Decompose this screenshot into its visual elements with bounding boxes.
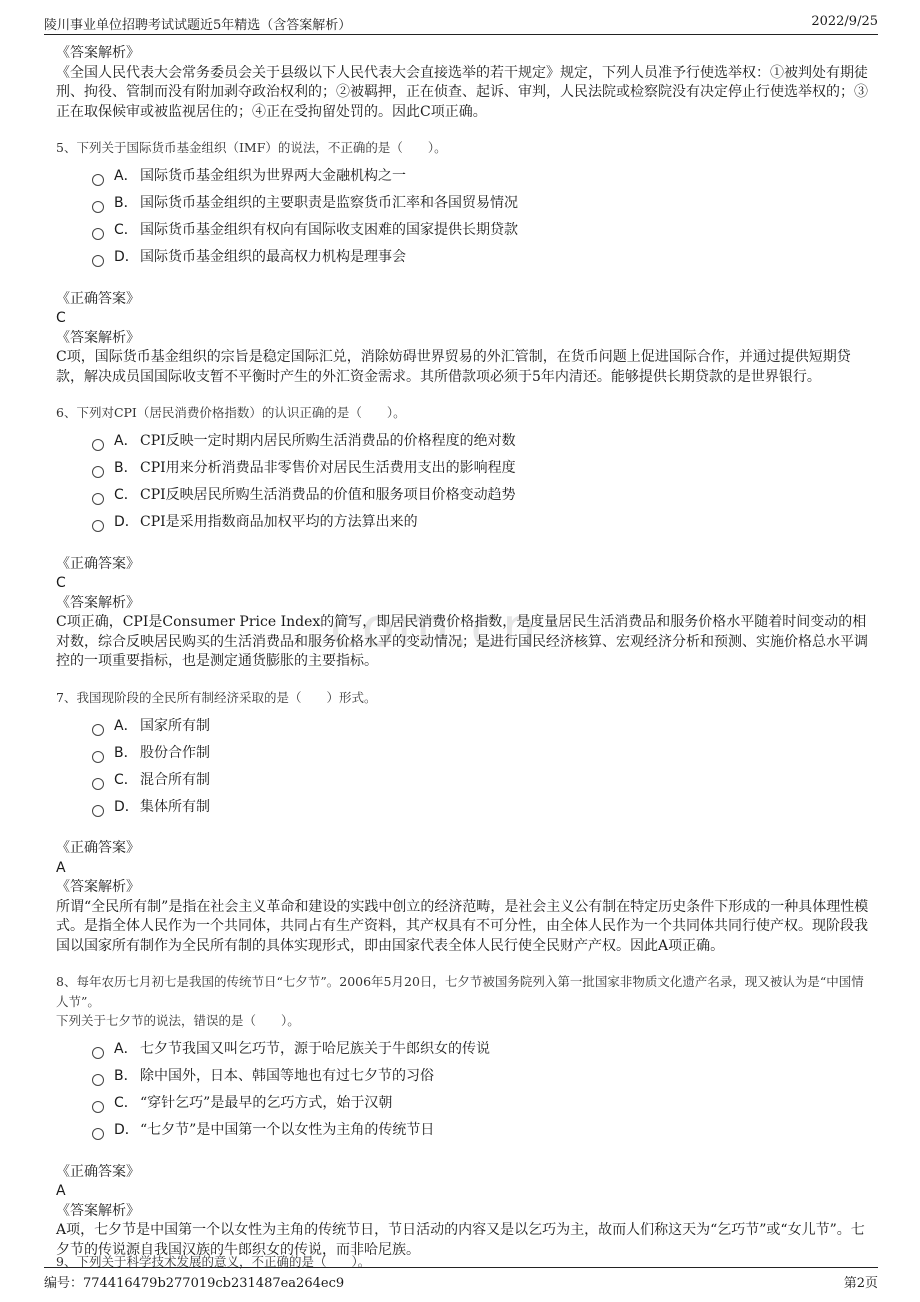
radio-icon[interactable] xyxy=(92,1128,104,1140)
option-letter: C． xyxy=(114,1095,138,1112)
option-d[interactable] xyxy=(92,794,872,821)
answer-label: 《正确答案》 xyxy=(56,840,140,856)
correct-answer: C xyxy=(56,310,66,326)
watermark: com.cn xyxy=(330,596,539,659)
answer-label: 《正确答案》 xyxy=(56,290,140,307)
option-letter: B． xyxy=(114,460,138,477)
option-list xyxy=(92,164,872,272)
option-text: CPI反映居民所购生活消费品的价值和服务项目价格变动趋势 xyxy=(140,487,516,504)
option-text: 国际货币基金组织的最高权力机构是理事会 xyxy=(140,249,406,266)
option-letter: B． xyxy=(114,195,138,212)
option-c[interactable] xyxy=(92,218,872,245)
analysis-label: 《答案解析》 xyxy=(56,1202,140,1219)
analysis-label: 《答案解析》 xyxy=(56,329,140,346)
radio-icon[interactable] xyxy=(92,1047,104,1059)
header-date: 2022/9/25 xyxy=(811,14,878,29)
radio-icon[interactable] xyxy=(92,1074,104,1086)
option-text: 国际货币基金组织有权向有国际收支困难的国家提供长期贷款 xyxy=(140,222,518,239)
option-a[interactable] xyxy=(92,164,872,191)
page-number: 第2页 xyxy=(843,1276,878,1291)
analysis-text: C项正确，CPI是Consumer Price Index的简写，即居民消费价格指数，是度量居民生活消费品和服务价格水平随着时间变动的相对数，综合反映居民购买的生活消费品和服务价格水平的变动情况；是进行国民经济核算、宏观经济分析和预测、实施价格总水平调控的一项重要指标，也是测定通货膨胀的主要指标。 xyxy=(56,614,868,669)
radio-icon[interactable] xyxy=(92,493,104,505)
option-b[interactable] xyxy=(92,456,872,483)
option-d[interactable] xyxy=(92,510,872,537)
page-footer xyxy=(44,1267,878,1292)
answer-label: 《正确答案》 xyxy=(56,555,140,572)
page-header xyxy=(44,10,878,35)
option-letter: A． xyxy=(114,433,138,450)
question-stem: 5、下列关于国际货币基金组织（IMF）的说法，不正确的是（ ）。 xyxy=(56,140,447,155)
radio-icon[interactable] xyxy=(92,466,104,478)
question-stem: 8、每年农历七月初七是我国的传统节日“七夕节”。2006年5月20日，七夕节被国务院列入第一批国家非物质文化遗产名录，现又被认为是“中国情人节”。 xyxy=(56,974,864,1009)
option-d[interactable] xyxy=(92,1118,872,1145)
option-letter: A． xyxy=(114,168,138,185)
option-a[interactable] xyxy=(92,1037,872,1064)
analysis-text: 《全国人民代表大会常务委员会关于县级以下人民代表大会直接选举的若干规定》规定，下列人员准予行使选举权：①被判处有期徒刑、拘役、管制而没有附加剥夺政治权利的；②被羁押，正在侦查、起诉、审判，人民法院或检察院没有决定停止行使选举权的；③正在取保候审或被监视居住的；④正在受拘留处罚的。因此C项正确。 xyxy=(56,64,868,120)
option-text: CPI用来分析消费品非零售价对居民生活费用支出的影响程度 xyxy=(140,460,516,477)
option-text: CPI是采用指数商品加权平均的方法算出来的 xyxy=(140,514,418,531)
option-letter: A． xyxy=(114,1041,138,1058)
radio-icon[interactable] xyxy=(92,778,104,790)
radio-icon[interactable] xyxy=(92,805,104,817)
option-letter: D． xyxy=(114,798,139,815)
question-block xyxy=(56,403,872,672)
option-b[interactable] xyxy=(92,740,872,767)
question-stem: 6、下列对CPI（居民消费价格指数）的认识正确的是（ ）。 xyxy=(56,405,406,420)
option-text: “穿针乞巧”是最早的乞巧方式，始于汉朝 xyxy=(140,1095,393,1112)
document-serial: 编号：774416479b277019cb231487ea264ec9 xyxy=(44,1276,345,1291)
answer-label: 《正确答案》 xyxy=(56,1163,140,1180)
analysis-label: 《答案解析》 xyxy=(56,879,140,895)
option-list xyxy=(92,1037,872,1145)
analysis-label: 《答案解析》 xyxy=(56,594,140,611)
option-letter: B． xyxy=(114,1068,138,1085)
option-text: 国际货币基金组织为世界两大金融机构之一 xyxy=(140,168,406,185)
analysis-text: 所谓“全民所有制”是指在社会主义革命和建设的实践中创立的经济范畴，是社会主义公有制在特定历史条件下形成的一种具体理性模式。是指全体人民作为一个共同体，共同占有生产资料，其产权具有不可分性，由全体人民作为一个共同体共同行使产权。现阶段我国以国家所有制作为全民所有制的具体实现形式，即由国家代表全体人民行使全民财产产权。因此A项正确。 xyxy=(56,898,869,954)
radio-icon[interactable] xyxy=(92,520,104,532)
option-c[interactable] xyxy=(92,767,872,794)
option-text: 股份合作制 xyxy=(140,744,210,761)
radio-icon[interactable] xyxy=(92,439,104,451)
option-b[interactable] xyxy=(92,191,872,218)
radio-icon[interactable] xyxy=(92,751,104,763)
option-text: 混合所有制 xyxy=(140,771,210,788)
correct-answer: C xyxy=(56,575,66,591)
radio-icon[interactable] xyxy=(92,724,104,736)
option-text: 集体所有制 xyxy=(140,798,210,815)
option-text: “七夕节”是中国第一个以女性为主角的传统节日 xyxy=(140,1122,435,1139)
correct-answer: A xyxy=(56,1183,66,1199)
analysis-text: A项，七夕节是中国第一个以女性为主角的传统节日，节日活动的内容又是以乞巧为主，故而人们称这天为“乞巧节”或“女儿节”。七夕节的传说源自我国汉族的牛郎织女的传说，而非哈尼族。 xyxy=(56,1222,865,1258)
option-d[interactable] xyxy=(92,245,872,272)
option-text: 国际货币基金组织的主要职责是监察货币汇率和各国贸易情况 xyxy=(140,195,518,212)
analysis-label: 《答案解析》 xyxy=(56,45,140,61)
radio-icon[interactable] xyxy=(92,228,104,240)
option-b[interactable] xyxy=(92,1064,872,1091)
option-text: CPI反映一定时期内居民所购生活消费品的价格程度的绝对数 xyxy=(140,433,516,450)
option-c[interactable] xyxy=(92,1091,872,1118)
option-list xyxy=(92,713,872,821)
question-block xyxy=(56,138,872,387)
next-question-cutoff: 9、下列关于科学技术发展的意义，不正确的是（ ）。 xyxy=(56,1254,371,1269)
option-letter: B． xyxy=(114,744,138,761)
option-letter: C． xyxy=(114,222,138,239)
radio-icon[interactable] xyxy=(92,255,104,267)
option-c[interactable] xyxy=(92,483,872,510)
option-letter: D． xyxy=(114,1122,139,1139)
radio-icon[interactable] xyxy=(92,1101,104,1113)
question-stem: 7、我国现阶段的全民所有制经济采取的是（ ）形式。 xyxy=(56,689,377,705)
option-a[interactable] xyxy=(92,429,872,456)
option-letter: A． xyxy=(114,717,138,734)
radio-icon[interactable] xyxy=(92,201,104,213)
question-block xyxy=(56,688,872,957)
option-text: 除中国外，日本、韩国等地也有过七夕节的习俗 xyxy=(140,1068,434,1085)
option-letter: C． xyxy=(114,771,138,788)
document-title: 陵川事业单位招聘考试试题近5年精选（含答案解析） xyxy=(44,18,352,33)
option-text: 七夕节我国又叫乞巧节，源于哈尼族关于牛郎织女的传说 xyxy=(140,1041,490,1058)
analysis-text: C项，国际货币基金组织的宗旨是稳定国际汇兑，消除妨碍世界贸易的外汇管制，在货币问题上促进国际合作，并通过提供短期贷款，解决成员国国际收支暂不平衡时产生的外汇资金需求。其所借款项必须于5年内清还。能够提供长期贷款的是世界银行。 xyxy=(56,349,851,385)
option-letter: C． xyxy=(114,487,138,504)
option-list xyxy=(92,429,872,537)
option-letter: D． xyxy=(114,514,139,531)
question-stem-sub: 下列关于七夕节的说法，错误的是（ ）。 xyxy=(56,1013,300,1028)
radio-icon[interactable] xyxy=(92,174,104,186)
option-text: 国家所有制 xyxy=(140,717,210,734)
option-letter: D． xyxy=(114,249,139,266)
correct-answer: A xyxy=(56,859,66,876)
option-a[interactable] xyxy=(92,713,872,740)
